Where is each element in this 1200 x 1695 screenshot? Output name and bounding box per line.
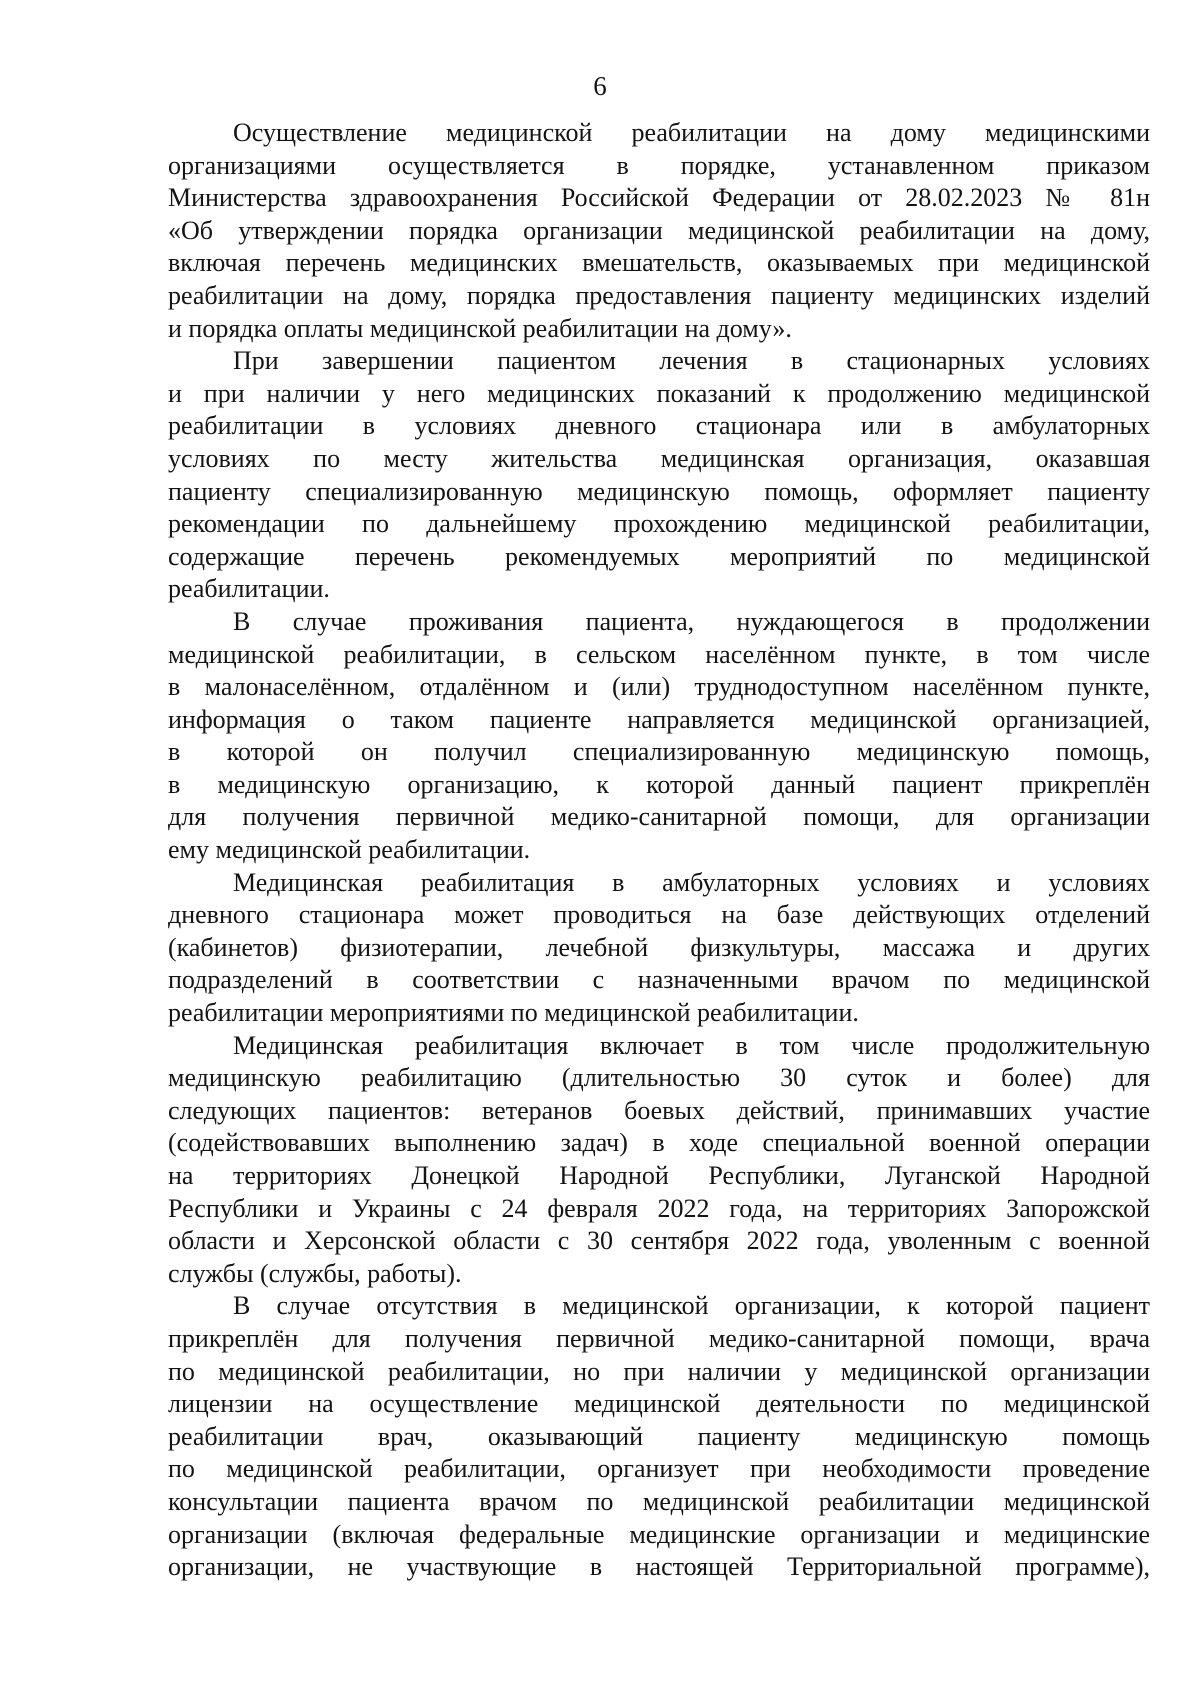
text-line: организациями осуществляется в порядке, устанавленном приказом: [168, 150, 1150, 180]
text-line: включая перечень медицинских вмешательств, оказываемых при медицинской: [168, 248, 1150, 278]
text-line: реабилитации мероприятиями по медицинской реабилитации.: [168, 998, 859, 1028]
text-line: дневного стационара может проводиться на базе действующих отделений: [168, 900, 1150, 930]
paragraph: [168, 1030, 1150, 1291]
text-line: реабилитации врач, оказывающий пациенту медицинскую помощь: [168, 1421, 1150, 1451]
text-line: Республики и Украины с 24 февраля 2022 года, на территориях Запорожской: [168, 1193, 1150, 1223]
text-line: в медицинскую организацию, к которой данный пациент прикреплён: [168, 769, 1150, 799]
text-line: (кабинетов) физиотерапии, лечебной физкультуры, массажа и других: [168, 932, 1150, 962]
text-line: ему медицинской реабилитации.: [168, 835, 531, 865]
paragraph: [168, 345, 1150, 606]
text-line: Министерства здравоохранения Российской Федерации от 28.02.2023 № 81н: [168, 183, 1150, 213]
text-line: консультации пациента врачом по медицинской реабилитации медицинской: [168, 1486, 1150, 1516]
text-line: для получения первичной медико-санитарной помощи, для организации: [168, 802, 1150, 832]
text-line: (содействовавших выполнению задач) в ходе специальной военной операции: [168, 1128, 1150, 1158]
text-line: медицинской реабилитации, в сельском населённом пункте, в том числе: [168, 639, 1150, 669]
text-line: «Об утверждении порядка организации медицинской реабилитации на дому,: [168, 215, 1150, 245]
text-line: Осуществление медицинской реабилитации на дому медицинскими: [233, 118, 1150, 147]
paragraph: [168, 1290, 1150, 1583]
text-line: организации, не участвующие в настоящей Территориальной программе),: [168, 1552, 1150, 1582]
text-line: Медицинская реабилитация включает в том числе продолжительную: [233, 1030, 1150, 1060]
text-line: по медицинской реабилитации, но при наличии у медицинской организации: [168, 1356, 1150, 1386]
text-line: реабилитации в условиях дневного стационара или в амбулаторных: [168, 411, 1150, 441]
text-line: прикреплён для получения первичной медико-санитарной помощи, врача: [168, 1323, 1150, 1353]
text-line: В случае проживания пациента, нуждающегося в продолжении: [233, 606, 1150, 636]
text-line: информация о таком пациенте направляется медицинской организацией,: [168, 704, 1150, 734]
text-line: лицензии на осуществление медицинской деятельности по медицинской: [168, 1389, 1150, 1419]
text-line: реабилитации на дому, порядка предоставления пациенту медицинских изделий: [168, 280, 1150, 310]
paragraph: [168, 606, 1150, 867]
text-line: содержащие перечень рекомендуемых мероприятий по медицинской: [168, 541, 1150, 571]
text-line: В случае отсутствия в медицинской организации, к которой пациент: [233, 1291, 1150, 1321]
text-line: Медицинская реабилитация в амбулаторных условиях и условиях: [233, 867, 1150, 897]
text-line: в малонаселённом, отдалённом и (или) труднодоступном населённом пункте,: [168, 672, 1150, 702]
page-number: 6: [593, 71, 607, 101]
text-line: и при наличии у него медицинских показаний к продолжению медицинской: [168, 378, 1150, 408]
text-line: области и Херсонской области с 30 сентября 2022 года, уволенным с военной: [168, 1226, 1150, 1256]
text-line: по медицинской реабилитации, организует при необходимости проведение: [168, 1454, 1150, 1484]
text-line: пациенту специализированную медицинскую помощь, оформляет пациенту: [168, 476, 1150, 506]
text-line: рекомендации по дальнейшему прохождению медицинской реабилитации,: [168, 509, 1150, 539]
text-line: и порядка оплаты медицинской реабилитации на дому».: [168, 313, 792, 343]
text-line: реабилитации.: [168, 574, 330, 604]
document-body: [168, 117, 1150, 1584]
text-line: условиях по месту жительства медицинская организация, оказавшая: [168, 443, 1150, 473]
paragraph: [168, 117, 1150, 345]
text-line: организации (включая федеральные медицинские организации и медицинские: [168, 1519, 1150, 1549]
text-line: медицинскую реабилитацию (длительностью 30 суток и более) для: [168, 1063, 1150, 1093]
text-line: в которой он получил специализированную медицинскую помощь,: [168, 737, 1150, 767]
text-line: на территориях Донецкой Народной Республики, Луганской Народной: [168, 1161, 1150, 1190]
text-line: следующих пациентов: ветеранов боевых действий, принимавших участие: [168, 1095, 1150, 1125]
text-line: службы (службы, работы).: [168, 1258, 462, 1288]
paragraph: [168, 867, 1150, 1030]
text-line: При завершении пациентом лечения в стационарных условиях: [233, 346, 1150, 376]
text-line: подразделений в соответствии с назначенными врачом по медицинской: [168, 965, 1150, 995]
